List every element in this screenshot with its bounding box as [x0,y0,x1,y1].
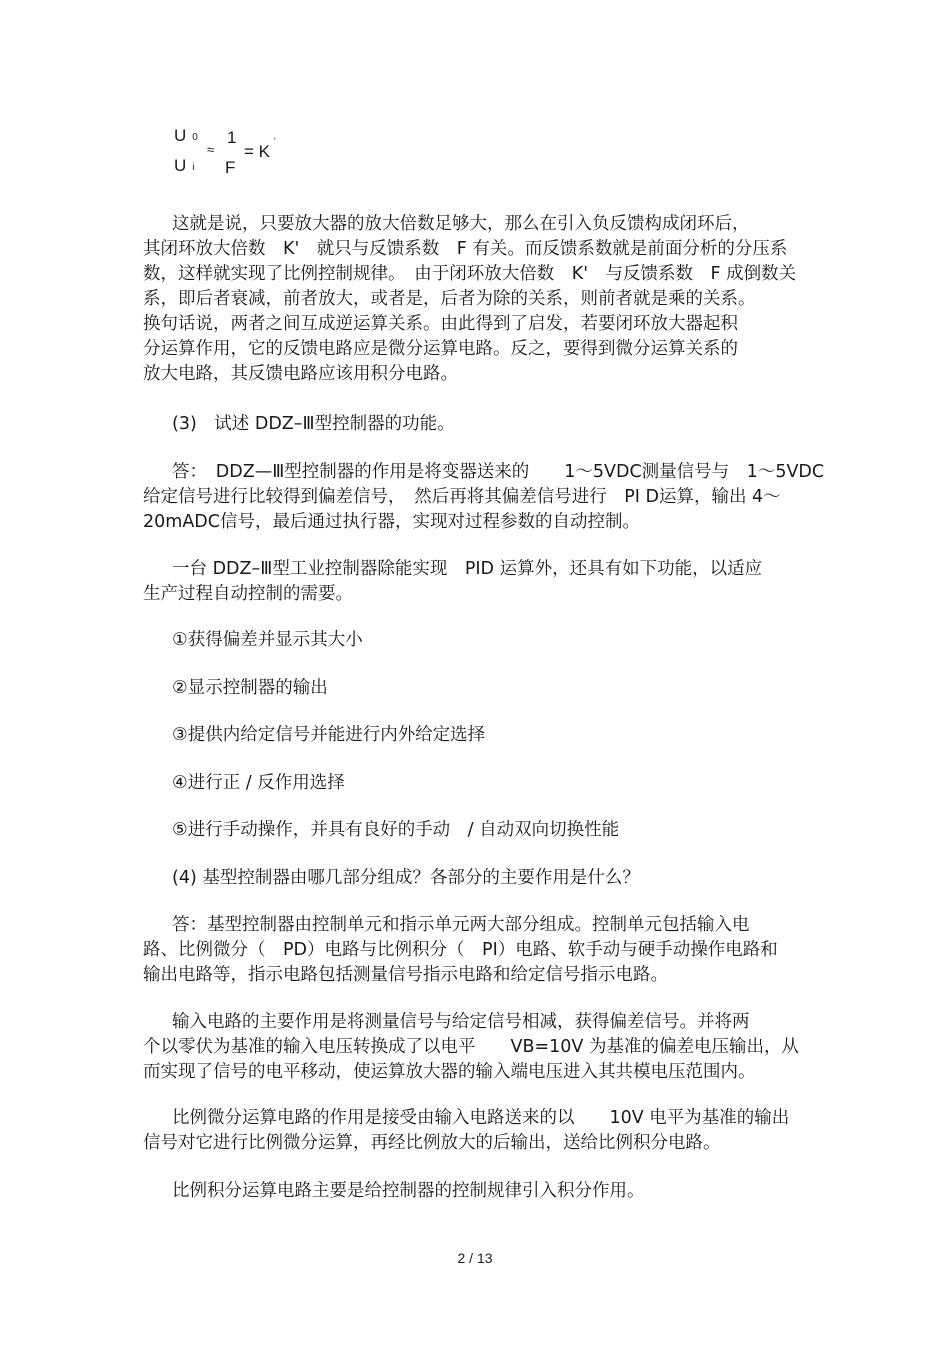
text-line: ⑤进行手动操作，并具有良好的手动 / 自动双向切换性能 [172,820,620,840]
formula-f: F [225,158,236,177]
question-3 [143,412,823,437]
text-line: 一台 DDZ–Ⅲ型工业控制器除能实现 PID 运算外，还具有如下功能，以适应 [172,559,763,579]
text-line: ①获得偏差并显示其大小 [172,630,363,650]
paragraph-closed-loop-explanation [143,212,823,387]
text-line: ④进行正 / 反作用选择 [172,773,345,793]
answer-4 [143,913,823,988]
formula-denominator: Ui [174,156,195,175]
function-item-4 [143,771,823,796]
paragraph-pi-circuit [143,1179,823,1204]
paragraph-pd-circuit [143,1106,823,1156]
formula-one: 1 [227,128,237,147]
text-line: 数，这样就实现了比例控制规律。 由于闭环放大倍数 K' 与反馈系数 F 成倒数关 [143,264,797,284]
formula-numerator: U 0 [174,126,198,145]
text-line: 而实现了信号的电平移动，使运算放大器的输入端电压进入其共模电压范围内。 [143,1062,756,1082]
formula-equals-k: = K [244,142,270,161]
page-number: 2 / 13 [457,1250,493,1266]
text-line: 个以零伏为基准的输入电压转换成了以电平 VB=10V 为基准的偏差电压输出，从 [143,1037,799,1057]
text-line: 放大电路，其反馈电路应该用积分电路。 [143,364,458,384]
text-line: 系，即后者衰减，前者放大，或者是，后者为除的关系，则前者就是乘的关系。 [143,289,756,309]
text-line: 20mADC信号，最后通过执行器，实现对过程参数的自动控制。 [143,512,640,532]
function-item-3 [143,723,823,748]
text-line: 比例微分运算电路的作用是接受由输入电路送来的以 10V 电平为基准的输出 [172,1108,790,1128]
function-item-2 [143,676,823,701]
formula-approx-sign: ≈ [207,142,215,157]
text-line: 输出电路等，指示电路包括测量信号指示电路和给定信号指示电路。 [143,965,668,985]
text-line: (4) 基型控制器由哪几部分组成？各部分的主要作用是什么？ [172,868,640,888]
text-line: 答： DDZ—Ⅲ型控制器的作用是将变器送来的 1～5VDC测量信号与 1～5VDC [172,462,825,482]
answer-3 [143,460,823,535]
text-line: ③提供内给定信号并能进行内外给定选择 [172,725,486,745]
text-line: 路、比例微分（ PD）电路与比例积分（ PI）电路、软手动与硬手动操作电路和 [143,940,778,960]
text-line: 给定信号进行比较得到偏差信号， 然后再将其偏差信号进行 PI D运算，输出 4～ [143,487,781,507]
text-line: 答：基型控制器由控制单元和指示单元两大部分组成。控制单元包括输入电 [172,915,750,935]
text-line: 其闭环放大倍数 K' 就只与反馈系数 F 有关。而反馈系数就是前面分析的分压系 [143,239,788,259]
text-line: 生产过程自动控制的需要。 [143,584,353,604]
question-4 [143,866,823,891]
text-line: 信号对它进行比例微分运算，再经比例放大的后输出，送给比例积分电路。 [143,1133,721,1153]
text-line: 比例积分运算电路主要是给控制器的控制规律引入积分作用。 [172,1181,645,1201]
text-line: 输入电路的主要作用是将测量信号与给定信号相减，获得偏差信号。并将两 [172,1012,750,1032]
text-line: 换句话说，两者之间互成逆运算关系。由此得到了启发，若要闭环放大器起积 [143,314,738,334]
text-line: (3) 试述 DDZ–Ⅲ型控制器的功能。 [172,414,455,434]
formula-prime: ' [274,136,276,146]
text-line: 这就是说，只要放大器的放大倍数足够大，那么在引入负反馈构成闭环后， [172,214,750,234]
closed-loop-gain-formula [172,122,312,182]
text-line: 分运算作用，它的反馈电路应是微分运算电路。反之，要得到微分运算关系的 [143,339,738,359]
function-item-5 [143,818,823,843]
paragraph-input-circuit [143,1010,823,1085]
paragraph-extra-functions [143,557,823,607]
text-line: ②显示控制器的输出 [172,678,328,698]
function-item-1 [143,628,823,653]
